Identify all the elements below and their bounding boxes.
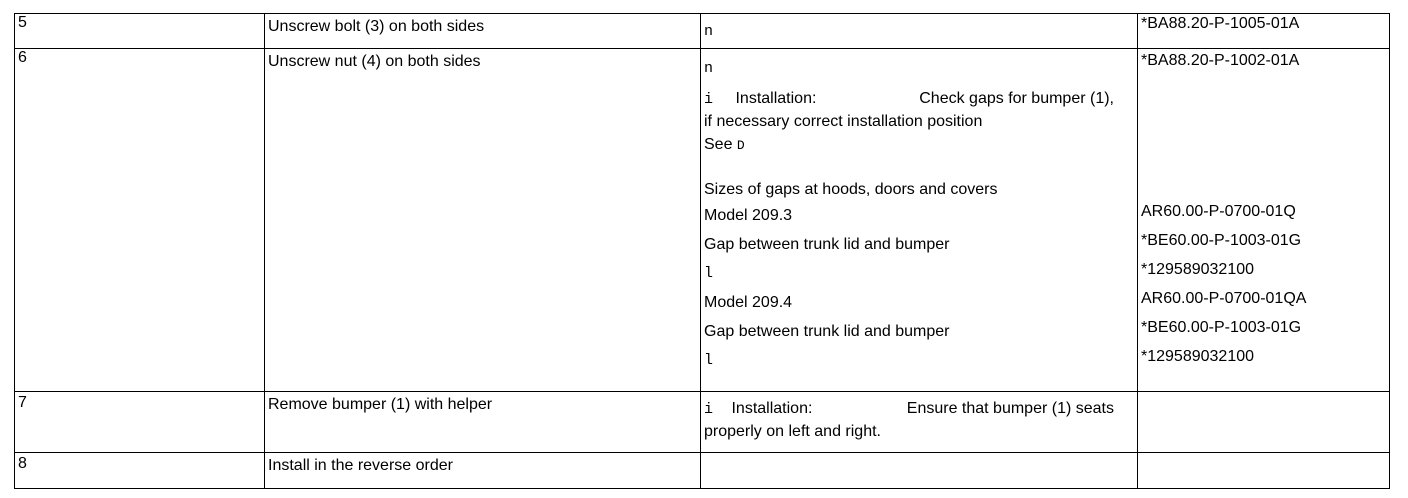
table-row bbox=[15, 14, 1390, 49]
step-action: Remove bumper (1) with helper bbox=[268, 396, 493, 413]
sizes-heading: Sizes of gaps at hoods, doors and covers bbox=[704, 181, 998, 198]
model-b-reference-link[interactable]: AR60.00-P-0700-01QA bbox=[1141, 290, 1307, 307]
installation-text-first: Check gaps for bumper (1), bbox=[919, 90, 1114, 107]
step-notes-cell bbox=[701, 49, 1138, 392]
reference-link[interactable]: *BA88.20-P-1002-01A bbox=[1141, 52, 1300, 69]
step-number: 8 bbox=[18, 455, 27, 472]
installation-label: Installation: bbox=[731, 400, 813, 417]
step-reference-cell bbox=[1138, 392, 1390, 453]
step-reference-cell bbox=[1138, 14, 1390, 49]
installation-note bbox=[704, 89, 1134, 157]
step-number-cell bbox=[15, 392, 265, 453]
tool-icon: l bbox=[704, 352, 714, 369]
tool-icon: l bbox=[704, 265, 714, 282]
step-action: Unscrew nut (4) on both sides bbox=[268, 53, 481, 70]
table-row bbox=[15, 453, 1390, 489]
table-row bbox=[15, 49, 1390, 392]
model-b-gap-label: Gap between trunk lid and bumper bbox=[704, 323, 950, 340]
step-number-cell bbox=[15, 49, 265, 392]
info-icon: i bbox=[704, 91, 714, 108]
model-a-gap-reference-link[interactable]: *BE60.00-P-1003-01G bbox=[1141, 232, 1302, 249]
installation-note bbox=[704, 392, 1134, 443]
step-number: 5 bbox=[18, 14, 27, 31]
installation-label: Installation: bbox=[735, 90, 817, 107]
table-row bbox=[15, 392, 1390, 453]
step-notes-cell bbox=[701, 392, 1138, 453]
step-notes-cell bbox=[701, 453, 1138, 489]
model-a-tool-reference-link[interactable]: *129589032100 bbox=[1141, 261, 1255, 278]
step-number: 7 bbox=[18, 394, 27, 411]
reference-link[interactable]: *BA88.20-P-1005-01A bbox=[1141, 15, 1300, 32]
model-a-name: Model 209.3 bbox=[704, 207, 793, 224]
step-notes-cell bbox=[701, 14, 1138, 49]
info-icon: i bbox=[704, 401, 714, 418]
model-b-name: Model 209.4 bbox=[704, 294, 793, 311]
installation-text-rest: properly on left and right. bbox=[704, 423, 881, 440]
see-label: See bbox=[704, 136, 733, 153]
step-number-cell bbox=[15, 453, 265, 489]
step-action: Unscrew bolt (3) on both sides bbox=[268, 18, 485, 35]
step-number: 6 bbox=[18, 49, 27, 66]
step-reference-cell bbox=[1138, 453, 1390, 489]
model-b-tool-reference-link[interactable]: *129589032100 bbox=[1141, 348, 1255, 365]
note-icon: n bbox=[704, 60, 714, 77]
model-b-gap-reference-link[interactable]: *BE60.00-P-1003-01G bbox=[1141, 319, 1302, 336]
model-a-gap-label: Gap between trunk lid and bumper bbox=[704, 236, 950, 253]
step-action-cell bbox=[265, 453, 701, 489]
step-action-cell bbox=[265, 14, 701, 49]
step-reference-cell bbox=[1138, 49, 1390, 392]
step-action-cell bbox=[265, 49, 701, 392]
note-icon: n bbox=[704, 23, 714, 40]
installation-text-rest: if necessary correct installation position bbox=[704, 113, 983, 130]
installation-text-first: Ensure that bumper (1) seats bbox=[906, 400, 1114, 417]
model-a-reference-link[interactable]: AR60.00-P-0700-01Q bbox=[1141, 203, 1296, 220]
procedure-table bbox=[14, 13, 1390, 489]
step-action-cell bbox=[265, 392, 701, 453]
see-link-icon[interactable]: D bbox=[736, 138, 745, 153]
step-number-cell bbox=[15, 14, 265, 49]
step-action: Install in the reverse order bbox=[268, 457, 453, 474]
